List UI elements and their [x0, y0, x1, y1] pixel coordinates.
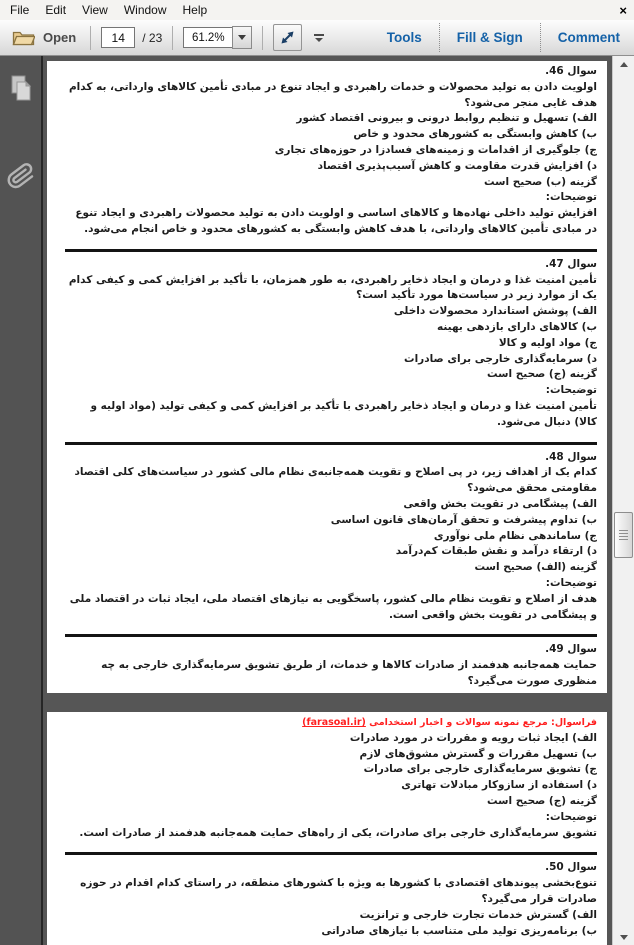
toolbar: [0, 20, 634, 56]
close-icon[interactable]: ×: [619, 2, 627, 18]
comment-button[interactable]: Comment: [557, 30, 620, 45]
answer-option: الف) تسهیل و تنظیم روابط درونی و بیرونی اقتصاد کشور: [296, 112, 597, 125]
answer-option: ب) کالاهای دارای بازدهی بهینه: [437, 320, 597, 333]
explanation-text: هدف از اصلاح و تقویت نظام مالی کشور، پاسخگویی به نیازهای اقتصاد ملی، ایجاد ثبات در اقتصاد ملی و پیشگامی در تقویت بخش واقعی است.: [69, 592, 597, 621]
question-number: سوال 49.: [545, 643, 597, 656]
pdf-page-1: [47, 61, 607, 693]
answer-option: الف) ایجاد ثبات رویه و مقررات در مورد صادرات: [349, 731, 597, 744]
open-button[interactable]: [8, 27, 80, 48]
menu-help[interactable]: Help: [182, 3, 208, 17]
section-divider: [65, 634, 597, 637]
watermark-line: [65, 715, 597, 731]
main-area: [0, 56, 634, 945]
attachments-paperclip-icon[interactable]: [7, 161, 35, 191]
question-text: تأمین امنیت غذا و درمان و ایجاد ذخایر راهبردی، به طور همزمان، با تأکید بر افزایش کمی و کیفی کدام یک از موارد زیر در سیاست‌ها مورد تأکید است؟: [68, 273, 597, 302]
menu-edit[interactable]: Edit: [45, 3, 67, 17]
question-number: سوال 50.: [545, 861, 597, 874]
arrow-up-icon: [620, 62, 628, 67]
question-block-47: [65, 257, 597, 431]
section-divider: [65, 442, 597, 445]
correct-answer: گزینه (ج) صحیح است: [487, 368, 597, 381]
page-total-label: / 23: [142, 30, 163, 45]
open-button-label: Open: [43, 30, 77, 45]
resize-diagonal-icon: [280, 30, 295, 45]
arrow-down-icon: [620, 935, 628, 940]
correct-answer: گزینه (ب) صحیح است: [484, 175, 597, 188]
correct-answer: گزینه (ج) صحیح است: [487, 794, 597, 807]
answer-option: د) ارتقاء درآمد و نقش طبقات کم‌درآمد: [395, 545, 597, 558]
document-pane[interactable]: [43, 56, 612, 945]
menu-bar: [0, 0, 634, 20]
answer-option: د) افزایش قدرت مقاومت و کاهش آسیب‌پذیری اقتصاد: [317, 159, 597, 172]
tools-button[interactable]: Tools: [386, 30, 422, 45]
explanation-text: تأمین امنیت غذا و درمان و ایجاد ذخایر راهبردی با تأکید بر افزایش کمی و کیفی تولید (مواد اولیه و کالا) دنبال می‌شود.: [90, 399, 597, 428]
answer-option: ج) ساماندهی نظام ملی نوآوری: [433, 529, 597, 542]
answer-option: د) سرمایه‌گذاری خارجی برای صادرات: [404, 352, 597, 365]
question-text: تنوع‌بخشی پیوندهای اقتصادی با کشورها به ویژه با کشورهای منطقه، در راستای کدام اقدام در حوزه صادرات قرار می‌گیرد؟: [80, 877, 597, 905]
explanation-label: توضیحات:: [545, 576, 597, 589]
answer-option: الف) گسترش خدمات تجارت خارجی و ترانزیت: [359, 908, 597, 921]
question-block-50: [65, 860, 597, 939]
section-divider: [65, 852, 597, 855]
scroll-down-button[interactable]: [613, 929, 634, 945]
more-tools-button[interactable]: [311, 31, 327, 45]
answer-option: ب) کاهش وابستگی به کشورهای محدود و خاص: [353, 128, 597, 141]
zoom-dropdown-button[interactable]: [232, 26, 252, 49]
question-number: سوال 46.: [545, 65, 597, 77]
explanation-text: افزایش تولید داخلی نهاده‌ها و کالاهای اساسی و اولویت دادن به تولید محصولات راهبردی و ایجاد تنوع در مبادی تأمین کالاهای وارداتی، با هدف کاهش وابستگی به کشورهای محدود و خاص انجام می‌شود.: [75, 207, 597, 235]
correct-answer: گزینه (الف) صحیح است: [474, 561, 597, 574]
explanation-text: تشویق سرمایه‌گذاری خارجی برای صادرات، یکی از راه‌های حمایت همه‌جانبه هدفمند از صادرات است.: [79, 826, 597, 839]
chevron-down-icon: [238, 35, 246, 40]
fit-width-button[interactable]: [273, 24, 302, 51]
question-text: اولویت دادن به تولید محصولات و خدمات راهبردی و ایجاد تنوع در مبادی تأمین کالاهای وارداتی، به کدام هدف غایی منجر می‌شود؟: [68, 80, 597, 109]
question-number: سوال 48.: [545, 450, 597, 463]
answer-option: ج) تشویق سرمایه‌گذاری خارجی برای صادرات: [363, 763, 597, 776]
section-divider: [65, 249, 597, 252]
answer-option: د) استفاده از سازوکار مبادلات تهاتری: [401, 779, 597, 792]
question-number: سوال 47.: [545, 257, 597, 270]
menu-window[interactable]: Window: [123, 3, 167, 17]
answer-option: ب) تسهیل مقررات و گسترش مشوق‌های لازم: [359, 747, 597, 760]
answer-option: ج) مواد اولیه و کالا: [498, 336, 597, 349]
question-block-49: [65, 642, 597, 689]
answer-option: ب) برنامه‌ریزی تولید ملی متناسب با نیازهای صادراتی: [321, 924, 597, 937]
menu-view[interactable]: View: [82, 3, 108, 17]
explanation-label: توضیحات:: [545, 191, 597, 204]
watermark-link[interactable]: (farasoal.ir): [302, 717, 366, 728]
answer-option: الف) پوشش استاندارد محصولات داخلی: [393, 305, 597, 318]
question-block-46: [65, 64, 597, 238]
fill-sign-button[interactable]: Fill & Sign: [456, 30, 523, 45]
grip-lines-icon: [619, 530, 628, 541]
toolbar-divider: [262, 26, 263, 50]
question-block-48: [65, 450, 597, 624]
explanation-label: توضیحات:: [545, 384, 597, 397]
folder-icon: [12, 29, 35, 46]
answer-option: الف) پیشگامی در تقویت بخش واقعی: [403, 497, 597, 510]
zoom-level-value[interactable]: 61.2%: [183, 27, 233, 48]
answer-option: ج) جلوگیری از اقدامات و زمینه‌های فسادزا در حوزه‌های تجاری: [274, 143, 597, 156]
question-block-49-continued: [65, 731, 597, 842]
navigation-sidebar: [0, 56, 43, 945]
scrollbar-thumb[interactable]: [614, 512, 633, 558]
explanation-label: توضیحات:: [545, 810, 597, 823]
question-text: حمایت همه‌جانبه هدفمند از صادرات کالاها و خدمات، از طریق تشویق سرمایه‌گذاری خارجی به چه منظوری صورت می‌گیرد؟: [101, 659, 597, 687]
pdf-page-2: [47, 712, 607, 945]
toolbar-divider: [90, 26, 91, 50]
toolbar-divider: [172, 26, 173, 50]
watermark-text: فراسوال: مرجع نمونه سوالات و اخبار استخدامی: [365, 717, 597, 728]
chevron-more-icon: [314, 34, 324, 36]
page-thumbnails-icon[interactable]: [9, 75, 33, 101]
vertical-scrollbar[interactable]: [612, 56, 634, 945]
scroll-up-button[interactable]: [613, 56, 634, 72]
question-text: کدام یک از اهداف زیر، در پی اصلاح و تقویت همه‌جانبه‌ی نظام مالی کشور در سیاست‌های کلی اقتصاد مقاومتی محقق می‌شود؟: [74, 466, 597, 495]
menu-file[interactable]: File: [10, 3, 30, 17]
answer-option: ب) تداوم پیشرفت و تحقق آرمان‌های قانون اساسی: [330, 513, 597, 526]
page-number-input[interactable]: [101, 27, 135, 48]
toolbar-right-group: [370, 20, 626, 55]
